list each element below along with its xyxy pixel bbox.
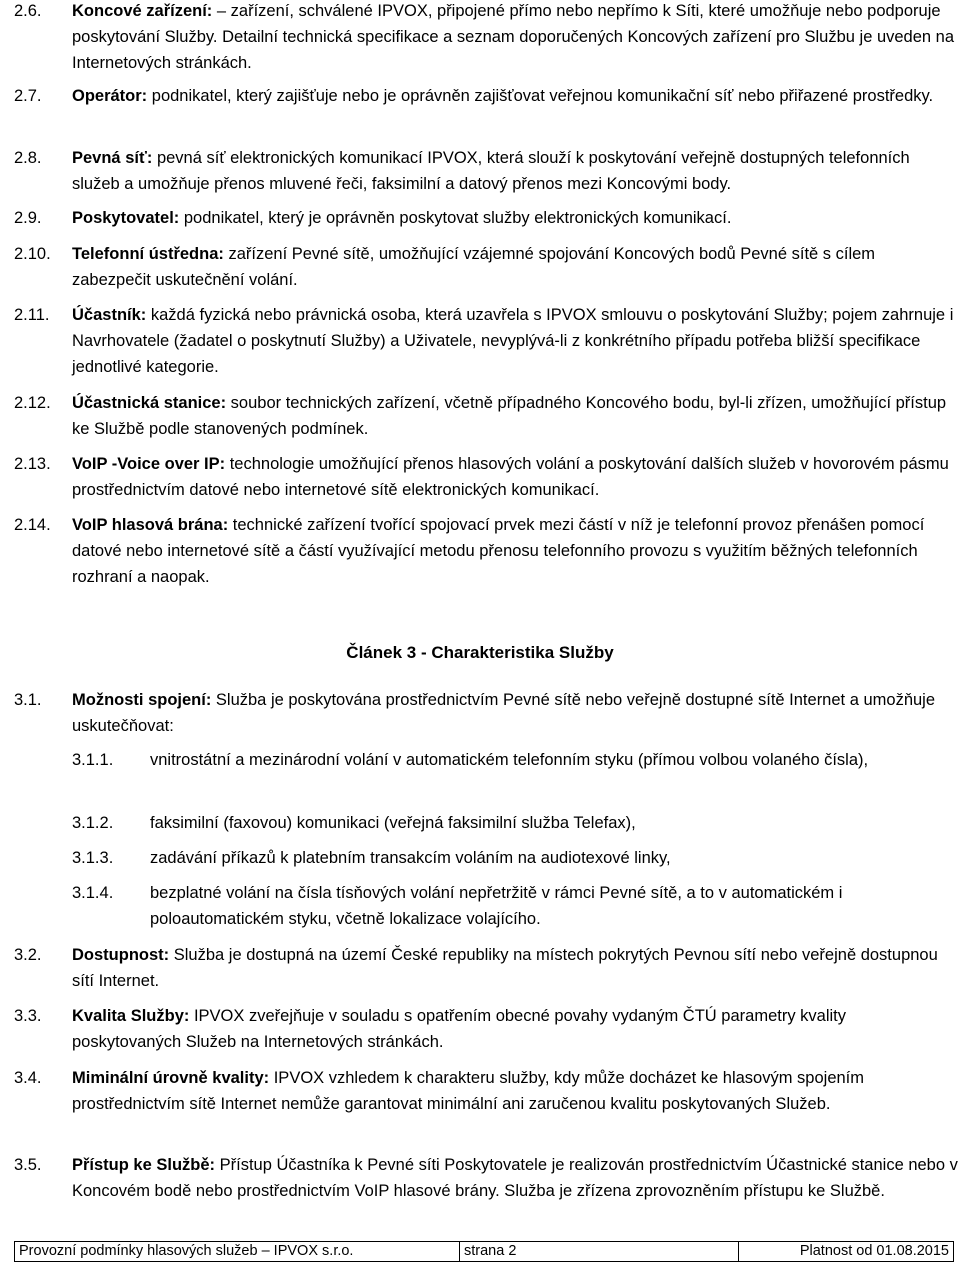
section-3-2 [0,942,958,994]
item-number: 3.2. [14,946,42,964]
subitem-number: 3.1.2. [72,814,114,832]
item-term: VoIP hlasová brána: [72,516,229,534]
item-term: Miminální úrovně kvality: [72,1069,270,1087]
footer-page-number: strana 2 [460,1242,739,1261]
item-text: podnikatel, který je oprávněn poskytovat služby elektronických komunikací. [179,209,732,227]
item-term: Telefonní ústředna: [72,245,224,263]
item-number: 2.8. [14,149,42,167]
section-3-1 [0,687,958,739]
subitem-number: 3.1.1. [72,751,114,769]
item-term: Účastník: [72,306,147,324]
definition-2-13 [0,451,958,503]
item-term: Kvalita Služby: [72,1007,190,1025]
item-number: 2.13. [14,455,51,473]
item-text: Služba je poskytována prostřednictvím Pevné sítě nebo veřejně dostupné sítě Internet a umožňuje uskutečňovat: [72,691,936,735]
item-term: Dostupnost: [72,946,170,964]
definition-2-11 [0,302,958,380]
item-number: 2.12. [14,394,51,412]
item-term: Možnosti spojení: [72,691,212,709]
article-heading: Článek 3 - Charakteristika Služby [346,643,614,662]
item-text: IPVOX vzhledem k charakteru služby, kdy může docházet ke hlasovým spojením prostřednictvím sítě Internet nemůže garantovat minimální ani zaručenou kvalitu poskytovaných Služeb. [72,1069,865,1113]
item-term: Koncové zařízení: [72,2,213,20]
subitem-3-1-3 [0,845,958,871]
definition-2-14 [0,512,958,590]
subitem-3-1-4 [0,880,958,932]
definition-2-6 [0,0,958,76]
definition-2-12 [0,390,958,442]
subitem-number: 3.1.3. [72,849,114,867]
item-number: 2.11. [14,306,50,324]
item-text: technické zařízení tvořící spojovací prvek mezi částí v níž je telefonní provoz přenášen pomocí datové nebo internetové sítě a částí využívající metodu přenosu telefonního provozu s využitím běžných telefonních rozhraní a naopak. [72,516,925,586]
subitem-text: zadávání příkazů k platebním transakcím voláním na audiotexové linky, [150,849,671,867]
section-3-5 [0,1152,958,1204]
subitem-text: bezplatné volání na čísla tísňových volání nepřetržitě v rámci Pevné sítě, a to v automatickém i poloautomatickém styku, včetně lokalizace volajícího. [150,884,843,928]
item-text: technologie umožňující přenos hlasových volání a poskytování dalších služeb v hovorovém pásmu prostřednictvím datové nebo internetové sítě elektronických komunikací. [72,455,949,499]
definition-2-8 [0,145,958,197]
item-number: 3.5. [14,1156,42,1174]
item-text: zařízení Pevné sítě, umožňující vzájemné spojování Koncových bodů Pevné sítě s cílem zabezpečit uskutečnění volání. [72,245,876,289]
item-text: Služba je dostupná na území České republiky na místech pokrytých Pevnou sítí nebo veřejně dostupnou sítí Internet. [72,946,938,990]
item-term: Poskytovatel: [72,209,180,227]
item-number: 2.10. [14,245,51,263]
item-term: Přístup ke Službě: [72,1156,216,1174]
subitem-text: vnitrostátní a mezinárodní volání v automatickém telefonním styku (přímou volbou volaného čísla), [150,751,869,769]
footer-validity-date: Platnost od 01.08.2015 [799,1243,949,1259]
definition-2-9 [0,205,958,231]
item-text: soubor technických zařízení, včetně případného Koncového bodu, byl-li zřízen, umožňující přístup ke Službě podle stanovených podmínek. [72,394,947,438]
item-number: 2.9. [14,209,42,227]
item-text: podnikatel, který zajišťuje nebo je oprávněn zajišťovat veřejnou komunikační síť nebo přiřazené prostředky. [147,87,934,105]
subitem-3-1-1 [0,747,958,773]
item-text: IPVOX zveřejňuje v souladu s opatřením obecné povahy vydaným ČTÚ parametry kvality poskytovaných Služeb na Internetových stránkách. [72,1007,847,1051]
item-number: 3.4. [14,1069,42,1087]
item-number: 2.14. [14,516,51,534]
item-text: každá fyzická nebo právnická osoba, která uzavřela s IPVOX smlouvu o poskytování Služby; pojem zahrnuje i Navrhovatele (žadatel o poskytnutí Služby) a Uživatele, nevyplývá-li z konkrétního případu potřeba bližší specifikace jednotlivé kategorie. [72,306,954,376]
item-text: Přístup Účastníka k Pevné síti Poskytovatele je realizován prostřednictvím Účastnické stanice nebo v Koncovém bodě nebo prostřednictvím VoIP hlasové brány. Služba je zřízena zprovozněním přístupu ke Službě. [72,1156,958,1200]
item-number: 3.1. [14,691,42,709]
item-text: pevná síť elektronických komunikací IPVOX, která slouží k poskytování veřejně dostupných telefonních služeb a umožňuje přenos mluvené řeči, faksimilní a datový přenos mezi Koncovými body. [72,149,910,193]
subitem-text: faksimilní (faxovou) komunikaci (veřejná faksimilní služba Telefax), [150,814,636,832]
item-term: Pevná síť: [72,149,153,167]
definition-2-10 [0,241,958,293]
footer-document-title: Provozní podmínky hlasových služeb – IPVOX s.r.o. [15,1242,460,1261]
definition-2-7 [0,83,958,109]
subitem-3-1-2 [0,810,958,836]
section-3-4 [0,1065,958,1117]
item-number: 2.7. [14,87,42,105]
section-3-3 [0,1003,958,1055]
page-footer [14,1241,954,1262]
item-number: 2.6. [14,2,42,20]
item-number: 3.3. [14,1007,42,1025]
subitem-number: 3.1.4. [72,884,114,902]
item-term: VoIP -Voice over IP: [72,455,226,473]
item-text: – zařízení, schválené IPVOX, připojené přímo nebo nepřímo k Síti, které umožňuje nebo podporuje poskytování Služby. Detailní technická specifikace a seznam doporučených Koncových zařízení pro Službu je uveden na Internetových stránkách. [72,2,955,72]
item-term: Operátor: [72,87,148,105]
item-term: Účastnická stanice: [72,394,227,412]
